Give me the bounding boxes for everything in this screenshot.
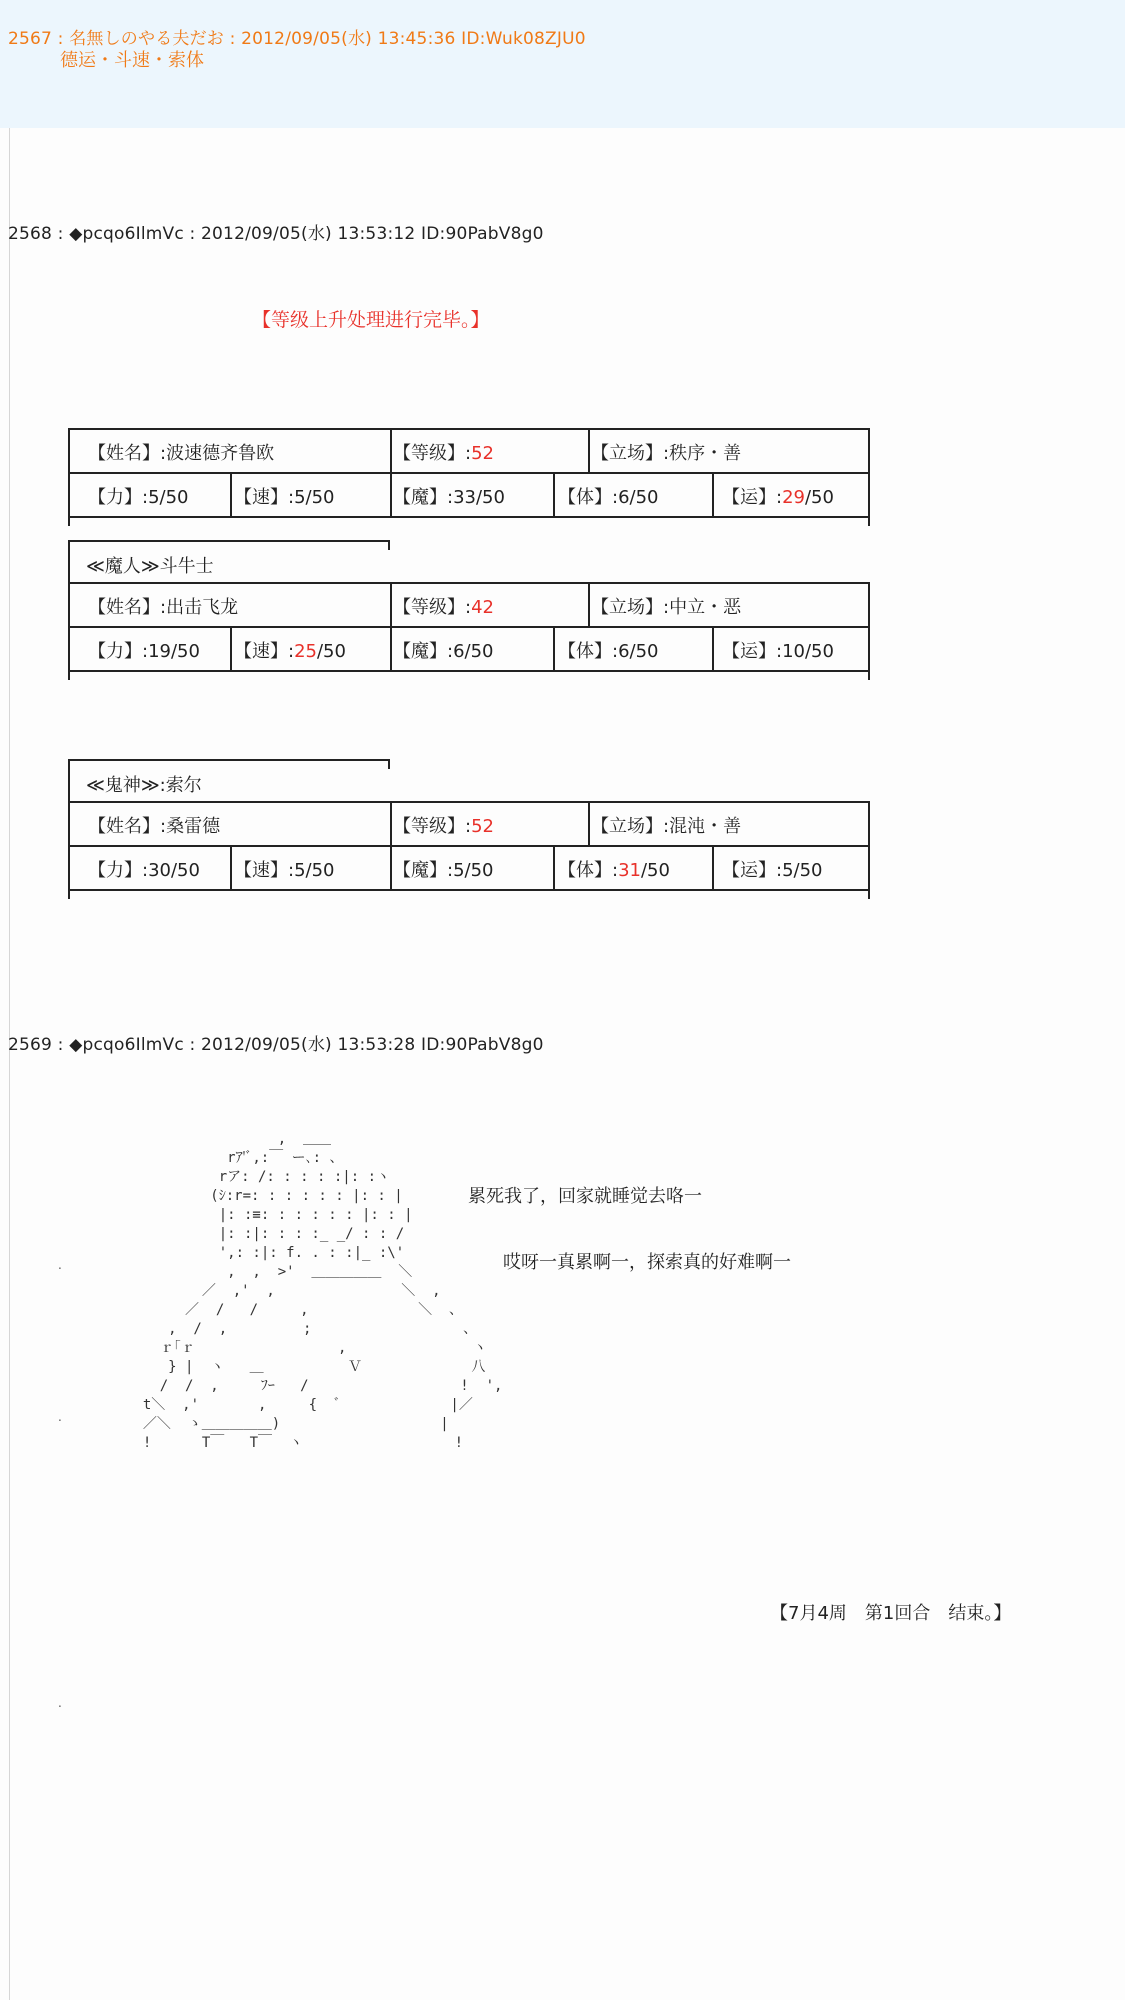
margin-dot: . (58, 1410, 62, 1424)
table-tick (868, 428, 870, 526)
stat-label: 【魔】: (393, 860, 454, 881)
stat-cell (722, 483, 834, 509)
stat-label: 【魔】: (393, 487, 454, 508)
character-level (393, 593, 494, 619)
level-label: 【等级】: (393, 597, 472, 618)
turn-end-notice: 【7月4周 第1回合 结束。】 (770, 1603, 1012, 1624)
table-rule (68, 801, 870, 803)
stat-max: /50 (804, 641, 834, 662)
column-divider (390, 626, 392, 670)
stat-label: 【运】: (722, 641, 783, 662)
column-divider (712, 472, 714, 516)
stat-label: 【力】: (88, 487, 149, 508)
character-name: 【姓名】:波速德齐鲁欧 (88, 443, 275, 464)
stat-cell (393, 856, 494, 882)
title-rule (68, 759, 390, 761)
post-2569-header: 2569 : ◆pcqo6IlmVc : 2012/09/05(水) 13:53:28 ID:90PabV8g0 (8, 1035, 544, 1055)
stat-max: /50 (629, 487, 659, 508)
table-tick (868, 801, 870, 899)
stat-cell (234, 637, 346, 663)
title-tick (388, 759, 390, 769)
level-value: 52 (471, 443, 494, 464)
dialog-line-1: 累死我了，回家就睡觉去咯一 (468, 1186, 702, 1207)
column-divider (553, 845, 555, 889)
stat-value: 6 (618, 641, 630, 662)
character-alignment: 【立场】:混沌・善 (591, 816, 742, 837)
stat-max: /50 (170, 641, 200, 662)
column-divider (588, 428, 590, 472)
character-alignment: 【立场】:中立・恶 (591, 597, 742, 618)
level-value: 52 (471, 816, 494, 837)
stat-value: 5 (453, 860, 465, 881)
column-divider (230, 472, 232, 516)
stat-label: 【力】: (88, 641, 149, 662)
column-divider (390, 428, 392, 472)
stat-cell (234, 856, 335, 882)
character-name: 【姓名】:桑雷德 (88, 816, 221, 837)
column-divider (553, 472, 555, 516)
stat-value: 5 (148, 487, 160, 508)
stat-cell (234, 483, 335, 509)
column-divider (390, 472, 392, 516)
column-divider (712, 626, 714, 670)
stat-cell (88, 483, 189, 509)
character-alignment: 【立场】:秩序・善 (591, 443, 742, 464)
table-tick (68, 428, 70, 526)
stat-max: /50 (475, 487, 505, 508)
stat-cell (88, 637, 200, 663)
stat-value: 10 (782, 641, 805, 662)
table-rule (68, 472, 870, 474)
character-level (393, 439, 494, 465)
dialog-line-2: 哎呀一真累啊一，探索真的好难啊一 (503, 1252, 791, 1273)
column-divider (588, 582, 590, 626)
title-tick (68, 759, 70, 801)
stat-label: 【力】: (88, 860, 149, 881)
stat-cell (722, 637, 834, 663)
table-rule (68, 670, 870, 672)
stat-label: 【魔】: (393, 641, 454, 662)
level-value: 42 (471, 597, 494, 618)
column-divider (588, 801, 590, 845)
stat-max: /50 (305, 860, 335, 881)
stat-cell (558, 637, 659, 663)
table-tick (68, 582, 70, 680)
stat-max: /50 (629, 641, 659, 662)
stat-max: /50 (305, 487, 335, 508)
level-label: 【等级】: (393, 443, 472, 464)
stat-label: 【体】: (558, 487, 619, 508)
character-name: 【姓名】:出击飞龙 (88, 597, 239, 618)
column-divider (230, 845, 232, 889)
stat-value: 5 (782, 860, 794, 881)
stat-cell (393, 637, 494, 663)
left-margin-rule (9, 128, 10, 2000)
table-tick (868, 582, 870, 680)
table-rule (68, 516, 870, 518)
stat-value: 5 (294, 860, 306, 881)
post-2568-header: 2568 : ◆pcqo6IlmVc : 2012/09/05(水) 13:53:12 ID:90PabV8g0 (8, 224, 544, 244)
stat-value: 29 (782, 487, 805, 508)
stat-max: /50 (640, 860, 670, 881)
stat-max: /50 (170, 860, 200, 881)
level-up-notice: 【等级上升处理进行完毕。】 (252, 309, 490, 331)
post-2567-body: 德运・斗速・索体 (60, 50, 204, 71)
ascii-art-figure: , ＿＿ rｱ'ﾞ,:￣ ー､: 、 rア: /: : : : :|: :ヽ (ｼ:r=: : : : : : |: : | |: :≡: : : : : : |: : | |: :|: : : :_ _/ : : / ',: :|: f. . : :|_ :\' , , >' ＿＿＿＿＿ ＼ ／ ,' , ＼ , ／ / / , ＼ 、 , / , ; 、 ｒ｢ｒ , ヽ } | ヽ ＿ Ｖ 八 / / , ﾌｰ / ! ', t＼ ,' , { ﾞ |／ ／＼ ゝ＿＿＿＿＿) | ! T￣ T￣ ヽ ! (142, 1131, 503, 1451)
stat-max: /50 (804, 487, 834, 508)
column-divider (230, 626, 232, 670)
stat-label: 【速】: (234, 641, 295, 662)
stat-cell (722, 856, 823, 882)
column-divider (712, 845, 714, 889)
race-title: ≪鬼神≫:索尔 (86, 775, 202, 796)
post-2567-header: 2567 : 名無しのやる夫だお : 2012/09/05(水) 13:45:36 ID:Wuk08ZJU0 (8, 29, 586, 49)
stat-label: 【速】: (234, 860, 295, 881)
table-rule (68, 428, 870, 430)
table-rule (68, 582, 870, 584)
stat-max: /50 (464, 641, 494, 662)
stat-value: 33 (453, 487, 476, 508)
race-title: ≪魔人≫斗牛士 (86, 556, 214, 577)
stat-cell (558, 483, 659, 509)
stat-cell (393, 483, 505, 509)
stat-label: 【体】: (558, 860, 619, 881)
column-divider (390, 582, 392, 626)
stat-value: 30 (148, 860, 171, 881)
stat-max: /50 (316, 641, 346, 662)
stat-label: 【运】: (722, 860, 783, 881)
title-tick (388, 540, 390, 550)
stat-label: 【运】: (722, 487, 783, 508)
stat-value: 5 (294, 487, 306, 508)
stat-value: 6 (618, 487, 630, 508)
table-rule (68, 626, 870, 628)
character-level (393, 812, 494, 838)
table-rule (68, 845, 870, 847)
stat-value: 25 (294, 641, 317, 662)
stat-value: 31 (618, 860, 641, 881)
column-divider (390, 801, 392, 845)
title-rule (68, 540, 390, 542)
column-divider (390, 845, 392, 889)
stat-value: 6 (453, 641, 465, 662)
stat-value: 19 (148, 641, 171, 662)
table-rule (68, 889, 870, 891)
margin-dot: . (58, 1696, 62, 1710)
level-label: 【等级】: (393, 816, 472, 837)
margin-dot: . (58, 1258, 62, 1272)
stat-label: 【体】: (558, 641, 619, 662)
stat-cell (88, 856, 200, 882)
stat-max: /50 (793, 860, 823, 881)
stat-max: /50 (464, 860, 494, 881)
table-tick (68, 801, 70, 899)
title-tick (68, 540, 70, 582)
stat-max: /50 (159, 487, 189, 508)
stat-label: 【速】: (234, 487, 295, 508)
column-divider (553, 626, 555, 670)
stat-cell (558, 856, 670, 882)
